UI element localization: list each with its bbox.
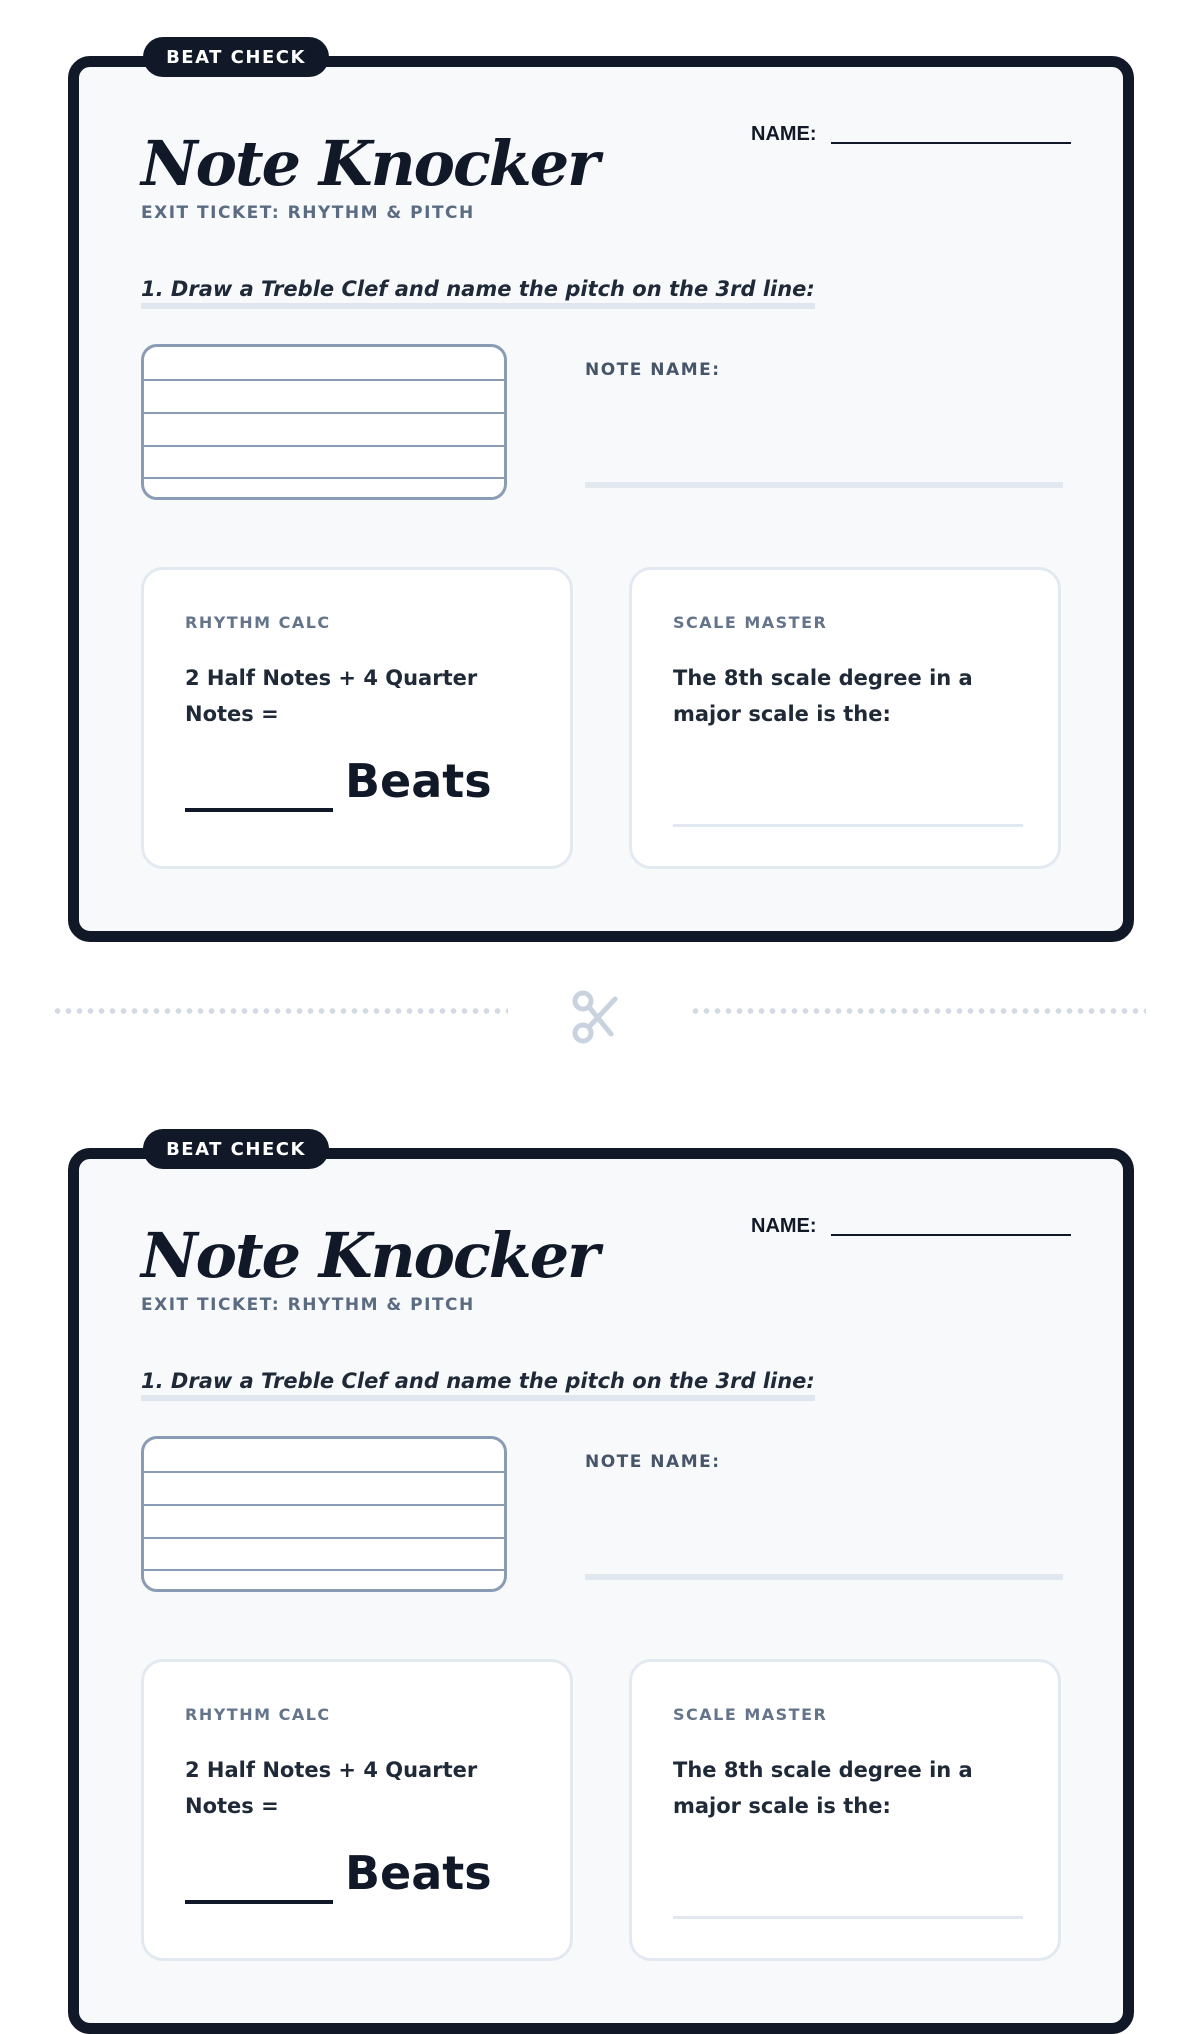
beats-answer-blank[interactable] — [185, 808, 333, 812]
name-label: NAME: — [751, 1215, 817, 1237]
staff-drawing-box[interactable] — [141, 344, 507, 500]
question-1: 1. Draw a Treble Clef and name the pitch on the 3rd line: — [141, 277, 815, 309]
scale-master-card — [629, 567, 1061, 869]
beats-unit: Beats — [345, 1846, 492, 1900]
name-blank-line[interactable] — [831, 1234, 1071, 1236]
note-name-answer-line[interactable] — [585, 1574, 1063, 1580]
exit-ticket — [68, 46, 1134, 942]
staff-line — [144, 412, 504, 414]
rhythm-calc-card — [141, 567, 573, 869]
staff-line — [144, 477, 504, 479]
staff-line — [144, 1537, 504, 1539]
rhythm-calc-label: RHYTHM CALC — [185, 613, 331, 632]
dotted-cut-line-right — [690, 1008, 1146, 1014]
exit-ticket — [68, 1138, 1134, 2034]
note-name-answer-line[interactable] — [585, 482, 1063, 488]
scale-master-label: SCALE MASTER — [673, 1705, 828, 1724]
scissors-icon — [570, 987, 630, 1047]
rhythm-calc-card — [141, 1659, 573, 1961]
rhythm-calc-question: 2 Half Notes + 4 Quarter Notes = — [185, 666, 478, 726]
name-field[interactable] — [751, 123, 1071, 153]
ticket-subtitle: EXIT TICKET: RHYTHM & PITCH — [141, 203, 475, 223]
scale-master-question: The 8th scale degree in a major scale is the: — [673, 1758, 973, 1818]
staff-line — [144, 1504, 504, 1506]
name-blank-line[interactable] — [831, 142, 1071, 144]
staff-line — [144, 445, 504, 447]
ticket-title: Note Knocker — [141, 1219, 598, 1292]
name-field[interactable] — [751, 1215, 1071, 1245]
cut-line — [0, 980, 1200, 1050]
name-label: NAME: — [751, 123, 817, 145]
rhythm-calc-question: 2 Half Notes + 4 Quarter Notes = — [185, 1758, 478, 1818]
scale-answer-line[interactable] — [673, 824, 1023, 827]
scale-master-label: SCALE MASTER — [673, 613, 828, 632]
staff-line — [144, 379, 504, 381]
question-1: 1. Draw a Treble Clef and name the pitch on the 3rd line: — [141, 1369, 815, 1401]
ticket-subtitle: EXIT TICKET: RHYTHM & PITCH — [141, 1295, 475, 1315]
beat-check-badge: BEAT CHECK — [143, 37, 329, 77]
ticket-title: Note Knocker — [141, 127, 598, 200]
staff-line — [144, 1471, 504, 1473]
beats-unit: Beats — [345, 754, 492, 808]
dotted-cut-line-left — [52, 1008, 508, 1014]
beats-answer-blank[interactable] — [185, 1900, 333, 1904]
scale-master-question: The 8th scale degree in a major scale is the: — [673, 666, 973, 726]
beat-check-badge: BEAT CHECK — [143, 1129, 329, 1169]
note-name-label: NOTE NAME: — [585, 1452, 721, 1472]
scale-master-card — [629, 1659, 1061, 1961]
rhythm-calc-label: RHYTHM CALC — [185, 1705, 331, 1724]
scale-answer-line[interactable] — [673, 1916, 1023, 1919]
staff-line — [144, 1569, 504, 1571]
note-name-label: NOTE NAME: — [585, 360, 721, 380]
staff-drawing-box[interactable] — [141, 1436, 507, 1592]
